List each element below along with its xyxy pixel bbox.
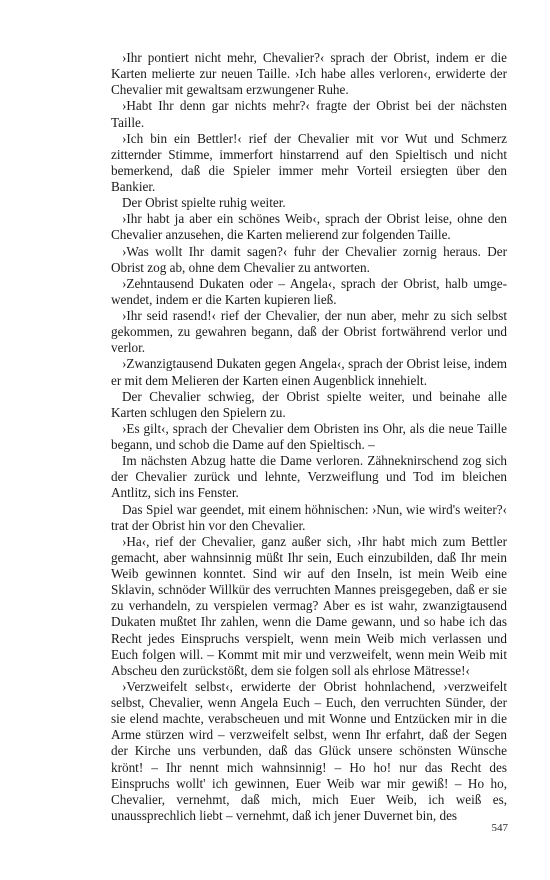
paragraph: ›Zehntausend Dukaten oder – Angela‹, sprach der Obrist, halb umgewendet, indem er die Karten kupieren ließ. <box>111 275 507 307</box>
paragraph: ›Habt Ihr denn gar nichts mehr?‹ fragte der Obrist bei der nächsten Taille. <box>111 98 507 130</box>
page-number: 547 <box>491 822 508 834</box>
paragraph: ›Zwanzigtausend Dukaten gegen Angela‹, sprach der Obrist leise, indem er mit dem Melieren der Karten einen Augenblick innehielt. <box>111 356 507 388</box>
paragraph: ›Ihr habt ja aber ein schönes Weib‹, sprach der Obrist leise, ohne den Chevalier anzusehen, die Karten melierend zur folgenden Taille. <box>111 211 507 243</box>
paragraph: ›Verzweifelt selbst‹, erwiderte der Obrist hohnlachend, ›verzweifelt selbst, Chevalier, wenn Angela Euch – Euch, den verruchten Sünder, der sie elend machte, verabscheuen und mit Wonne und Entzücken mir in die Arme stürzen wird – verzweifelt selbst, wenn Ihr erfahrt, daß der Segen der Kirche uns verbunden, daß das Glück unsere schönsten Wünsche krönt! – Ihr nennt mich wahnsinnig! – Ho ho! nur das Recht des Einspruchs wollt' ich gewinnen, Euer Weib war mir gewiß! – Ho ho, Chevalier, vernehmt, daß mich, mich Euer Weib, ich weiß es, unaussprechlich liebt – vernehmt, daß ich jener Duvernet bin, des <box>111 678 507 823</box>
body-text <box>111 50 507 824</box>
paragraph: ›Ha‹, rief der Chevalier, ganz außer sich, ›Ihr habt mich zum Bettler gemacht, aber wahnsinnig müßt Ihr sein, Euch einzubilden, daß Ihr mein Weib gewinnen konntet. Sind wir auf den Inseln, ist mein Weib eine Sklavin, schnöder Willkür des verruchten Mannes preisgegeben, daß er sie zu verhandeln, zu verspielen vermag? Aber es ist wahr, zwanzigtausend Dukaten mußtet Ihr zahlen, wenn die Dame gewann, und so habe ich das Recht jedes Einspruchs verspielt, wenn mein Weib mich verlassen und Euch folgen will. – Kommt mit mir und verzweifelt, wenn mein Weib mit Abscheu den zurückstößt, dem sie folgen soll als ehrlose Mätresse!‹ <box>111 533 507 678</box>
paragraph: Das Spiel war geendet, mit einem höhnischen: ›Nun, wie wird's weiter?‹ trat der Obrist hin vor den Chevalier. <box>111 501 507 533</box>
paragraph: ›Es gilt‹, sprach der Chevalier dem Obristen ins Ohr, als die neue Taille begann, und schob die Dame auf den Spieltisch. – <box>111 420 507 452</box>
paragraph: ›Was wollt Ihr damit sagen?‹ fuhr der Chevalier zornig heraus. Der Obrist zog ab, ohne dem Chevalier zu antworten. <box>111 243 507 275</box>
paragraph: ›Ihr pontiert nicht mehr, Chevalier?‹ sprach der Obrist, indem er die Karten melierte zur neuen Taille. ›Ich habe alles verloren‹, erwiderte der Chevalier mit gewaltsam erzwungener Ruhe. <box>111 50 507 98</box>
paragraph: ›Ich bin ein Bettler!‹ rief der Chevalier mit vor Wut und Schmerz zitternder Stimme, immerfort hinstarrend auf den Spieltisch und nicht bemerkend, daß die Spieler immer mehr Vorteil ersiegten über den Bankier. <box>111 130 507 194</box>
paragraph: Der Chevalier schwieg, der Obrist spielte weiter, und beinahe alle Karten schlugen den Spielern zu. <box>111 388 507 420</box>
paragraph: Im nächsten Abzug hatte die Dame verloren. Zähneknirschend zog sich der Chevalier zurück und lehnte, Verzweiflung und Tod im bleichen Antlitz, sich ins Fenster. <box>111 453 507 501</box>
paragraph: ›Ihr seid rasend!‹ rief der Chevalier, der nun aber, mehr zu sich selbst gekommen, zu gewahren begann, daß der Obrist fortwährend verlor und verlor. <box>111 308 507 356</box>
paragraph: Der Obrist spielte ruhig weiter. <box>122 195 286 211</box>
